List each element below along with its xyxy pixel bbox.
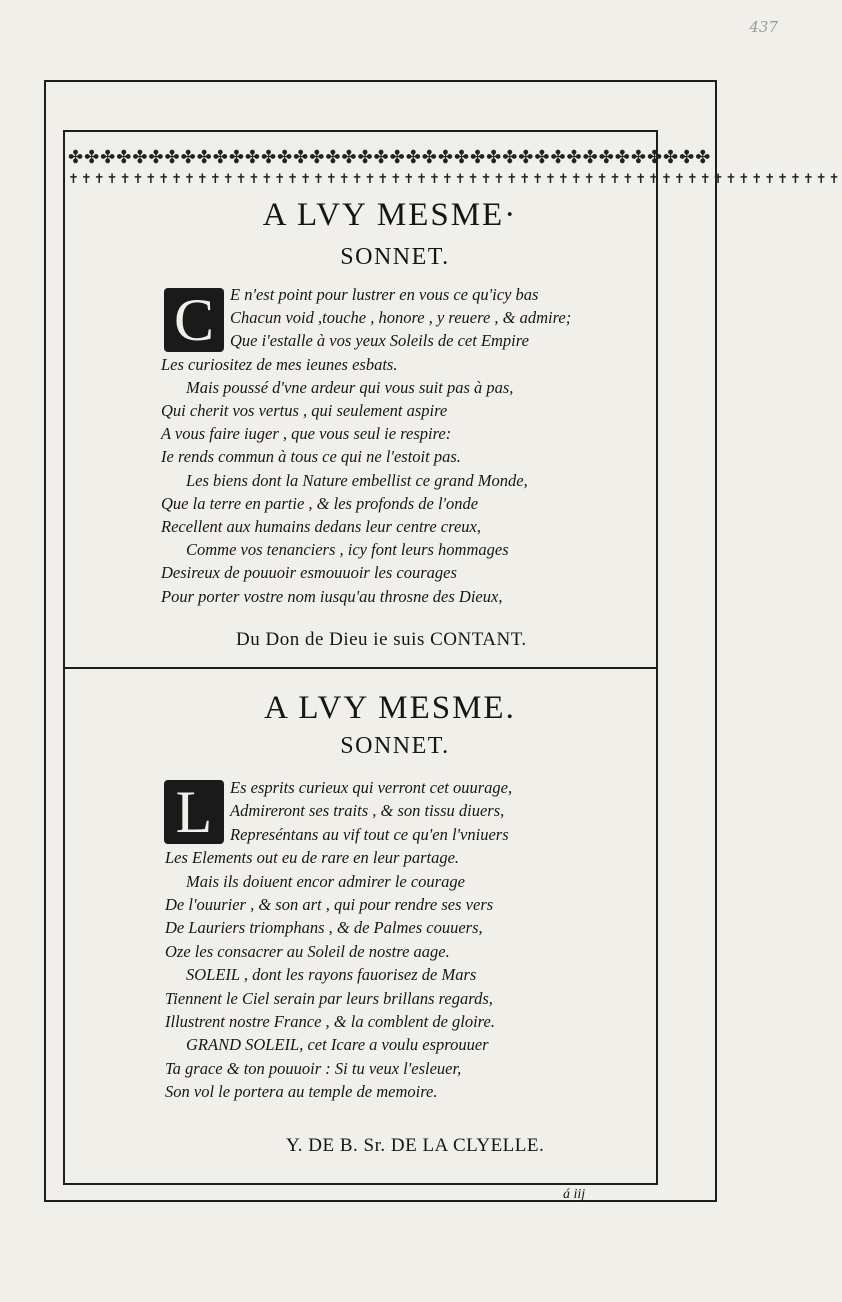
catchword: á iij bbox=[563, 1187, 586, 1202]
poem-line: Les Elements out eu de rare en leur partage. bbox=[165, 848, 460, 868]
poem-line: Les curiositez de mes ieunes esbats. bbox=[161, 354, 398, 374]
ornament-band-bottom: ✝✝✝✝✝✝✝✝✝✝✝✝✝✝✝✝✝✝✝✝✝✝✝✝✝✝✝✝✝✝✝✝✝✝✝✝✝✝✝✝✝✝✝✝✝✝✝✝✝✝✝✝✝✝✝✝✝✝✝✝ bbox=[68, 172, 842, 187]
poem-line: Illustrent nostre France , & la comblent de gloire. bbox=[165, 1012, 495, 1031]
poem-line: Que i'estalle à vos yeux Soleils de cet Empire bbox=[230, 331, 529, 351]
poem-line: Pour porter vostre nom iusqu'au throsne des Dieux, bbox=[161, 586, 503, 606]
poem-line: Mais ils doiuent encor admirer le courage bbox=[186, 871, 465, 891]
ornament-band-top: ✤✤✤✤✤✤✤✤✤✤✤✤✤✤✤✤✤✤✤✤✤✤✤✤✤✤✤✤✤✤✤✤✤✤✤✤✤✤✤✤ bbox=[68, 147, 712, 168]
poem-line: Qui cherit vos vertus , qui seulement aspire bbox=[161, 401, 448, 420]
poem-line: De l'ouurier , & son art , qui pour rendre ses vers bbox=[165, 895, 494, 914]
poem-line: Tiennent le Ciel serain par leurs brillans regards, bbox=[165, 988, 493, 1008]
page-folio: 437 bbox=[749, 18, 778, 36]
sonnet1-subtitle: SONNET. bbox=[340, 244, 450, 270]
poem-line: Mais poussé d'vne ardeur qui vous suit pas à pas, bbox=[186, 377, 514, 397]
poem-line: Que la terre en partie , & les profonds de l'onde bbox=[161, 493, 479, 513]
poem-line: Son vol le portera au temple de memoire. bbox=[165, 1082, 438, 1102]
poem-line: Ie rends commun à tous ce qui ne l'estoit pas. bbox=[161, 447, 461, 467]
poem-line: Recellent aux humains dedans leur centre creux, bbox=[161, 517, 481, 536]
poem-line: Admireront ses traits , & son tissu diuers, bbox=[230, 801, 505, 821]
poem-line: A vous faire iuger , que vous seul ie respire: bbox=[161, 424, 452, 444]
poem-line: Chacun void ,touche , honore , y reuere , & admire; bbox=[230, 308, 572, 328]
section-divider bbox=[65, 667, 656, 669]
poem-line: Ta grace & ton pouuoir : Si tu veux l'esleuer, bbox=[165, 1058, 462, 1078]
poem-line: E n'est point pour lustrer en vous ce qu'icy bas bbox=[230, 285, 539, 304]
poem-line: Comme vos tenanciers , icy font leurs hommages bbox=[186, 540, 509, 560]
poem-line: Oze les consacrer au Soleil de nostre aage. bbox=[165, 941, 450, 961]
sonnet1-signature: Du Don de Dieu ie suis CONTANT. bbox=[236, 629, 527, 650]
sonnet1-title: A LVY MESME· bbox=[262, 197, 518, 233]
poem-line: Es esprits curieux qui verront cet ouurage, bbox=[230, 778, 513, 797]
poem-line: Represéntans au vif tout ce qu'en l'vniuers bbox=[230, 824, 509, 844]
poem-line: SOLEIL , dont les rayons fauorisez de Mars bbox=[186, 965, 477, 985]
sonnet1-dropcap: C bbox=[164, 288, 224, 352]
sonnet2-title: A LVY MESME. bbox=[264, 690, 516, 726]
poem-line: GRAND SOLEIL, cet Icare a voulu esprouuer bbox=[186, 1035, 489, 1055]
sonnet2-dropcap: L bbox=[164, 780, 224, 844]
sonnet2-subtitle: SONNET. bbox=[340, 733, 450, 759]
poem-line: Desireux de pouuoir esmouuoir les courages bbox=[161, 563, 457, 583]
poem-line: De Lauriers triomphans , & de Palmes couuers, bbox=[165, 918, 483, 938]
sonnet2-signature: Y. DE B. Sr. DE LA CLYELLE. bbox=[286, 1135, 545, 1156]
poem-line: Les biens dont la Nature embellist ce grand Monde, bbox=[186, 470, 528, 490]
